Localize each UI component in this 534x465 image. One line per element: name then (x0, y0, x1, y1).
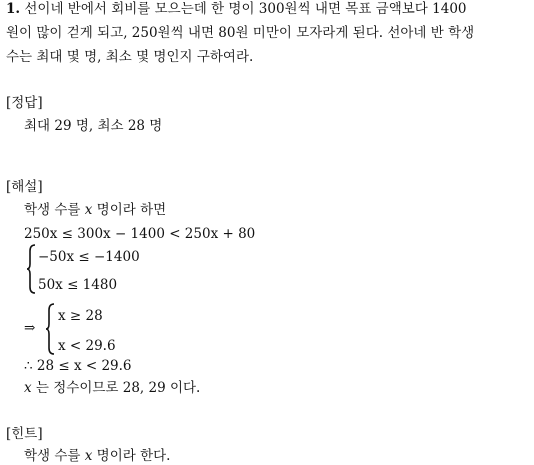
conclusion-var: x (24, 380, 32, 396)
question-number: 1. (6, 1, 21, 17)
system-1-line-2: 50x ≤ 1480 (38, 277, 118, 293)
solution-conclusion (24, 379, 200, 397)
solution-label: [해설] (6, 179, 43, 195)
question-line-2: 원이 많이 걷게 되고, 250원씩 내면 80원 미만이 모자라게 된다. 선아네 반 학생 (6, 25, 475, 41)
therefore-line: ∴ 28 ≤ x < 29.6 (24, 358, 132, 374)
left-brace-system-1 (26, 244, 36, 294)
solution-intro-pre: 학생 수를 (24, 202, 85, 218)
hint-text (24, 447, 170, 465)
system-1-line-1: −50x ≤ −1400 (38, 249, 140, 265)
question-text-1: 선이네 반에서 회비를 모으는데 한 명이 300원씩 내면 목표 금액보다 1400 (24, 1, 467, 17)
question-line-3: 수는 최대 몇 명, 최소 몇 명인지 구하여라. (6, 49, 254, 65)
hint-text-pre: 학생 수를 (24, 448, 85, 464)
question-line-1 (6, 0, 467, 18)
hint-var: x (84, 448, 93, 464)
implies-symbol: ⇒ (24, 320, 36, 336)
solution-intro-var: x (84, 202, 93, 218)
conclusion-post: 는 정수이므로 28, 29 이다. (31, 380, 201, 396)
system-2-line-1: x ≥ 28 (58, 308, 103, 324)
inequality-main: 250x ≤ 300x − 1400 < 250x + 80 (24, 226, 256, 242)
answer-text: 최대 29 명, 최소 28 명 (24, 118, 163, 134)
system-2-line-2: x < 29.6 (58, 338, 116, 354)
answer-label: [정답] (6, 95, 43, 111)
left-brace-system-2 (45, 303, 55, 355)
hint-text-post: 명이라 한다. (92, 448, 171, 464)
hint-label: [힌트] (6, 426, 43, 442)
solution-intro (24, 201, 166, 219)
solution-intro-post: 명이라 하면 (92, 202, 167, 218)
